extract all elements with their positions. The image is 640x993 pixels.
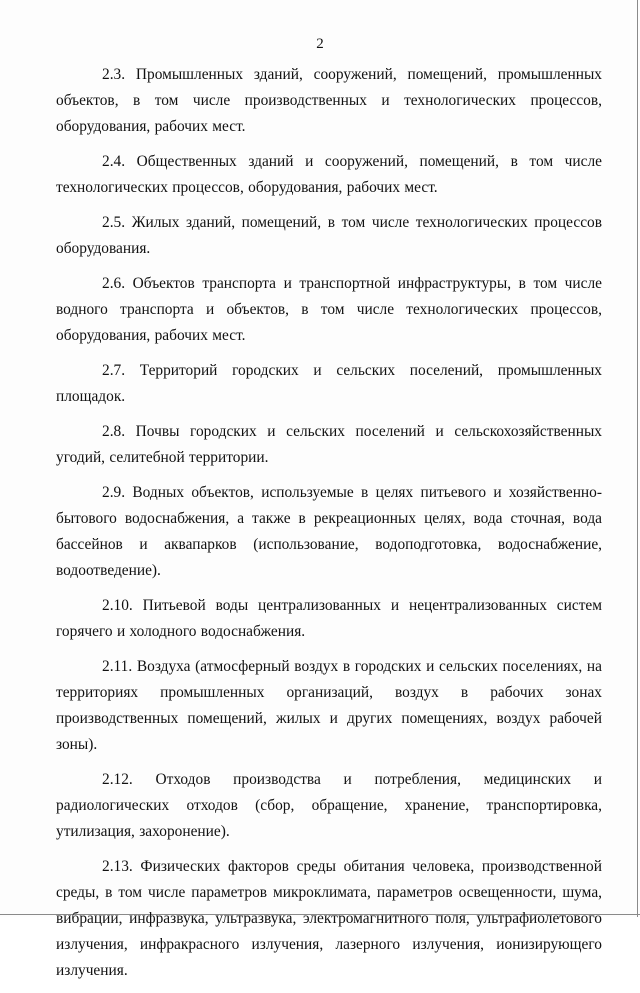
page-number: 2	[316, 36, 324, 52]
paragraph-2-12: 2.12. Отходов производства и потребления, медицинских и радиологических отходов (сбор, обращение, хранение, транспортировка, утилизация, захоронение).	[56, 771, 602, 840]
paragraph-2-13: 2.13. Физических факторов среды обитания человека, производственной среды, в том числе параметров микроклимата, параметров освещенности, шума, вибрации, инфразвука, ультразвука, электромагнитного поля, ультрафиолетового излучения, инфракрасного излучения, лазерного излучения, ионизирующего излучения.	[56, 858, 602, 979]
paragraph-2-7: 2.7. Территорий городских и сельских поселений, промышленных площадок.	[56, 362, 602, 405]
page-edge-right	[637, 0, 638, 917]
document-body	[56, 62, 602, 993]
paragraph-2-3: 2.3. Промышленных зданий, сооружений, помещений, промышленных объектов, в том числе производственных и технологических процессов, оборудования, рабочих мест.	[56, 66, 602, 135]
paragraph-2-9: 2.9. Водных объектов, используемые в целях питьевого и хозяйственно-бытового водоснабжения, а также в рекреационных целях, вода сточная, вода бассейнов и аквапарков (использование, водоподготовка, водоснабжение, водоотведение).	[56, 484, 602, 579]
paragraph-2-6: 2.6. Объектов транспорта и транспортной инфраструктуры, в том числе водного транспорта и объектов, в том числе технологических процессов, оборудования, рабочих мест.	[56, 275, 602, 344]
paragraph-2-5: 2.5. Жилых зданий, помещений, в том числе технологических процессов оборудования.	[56, 214, 602, 257]
paragraph-2-10: 2.10. Питьевой воды централизованных и нецентрализованных систем горячего и холодного водоснабжения.	[56, 597, 602, 640]
paragraph-2-4: 2.4. Общественных зданий и сооружений, помещений, в том числе технологических процессов, оборудования, рабочих мест.	[56, 153, 602, 196]
paragraph-2-8: 2.8. Почвы городских и сельских поселений и сельскохозяйственных угодий, селитебной территории.	[56, 423, 602, 466]
paragraph-2-11: 2.11. Воздуха (атмосферный воздух в городских и сельских поселениях, на территориях промышленных организаций, воздух в рабочих зонах производственных помещений, жилых и других помещениях, воздух рабочей зоны).	[56, 658, 602, 753]
